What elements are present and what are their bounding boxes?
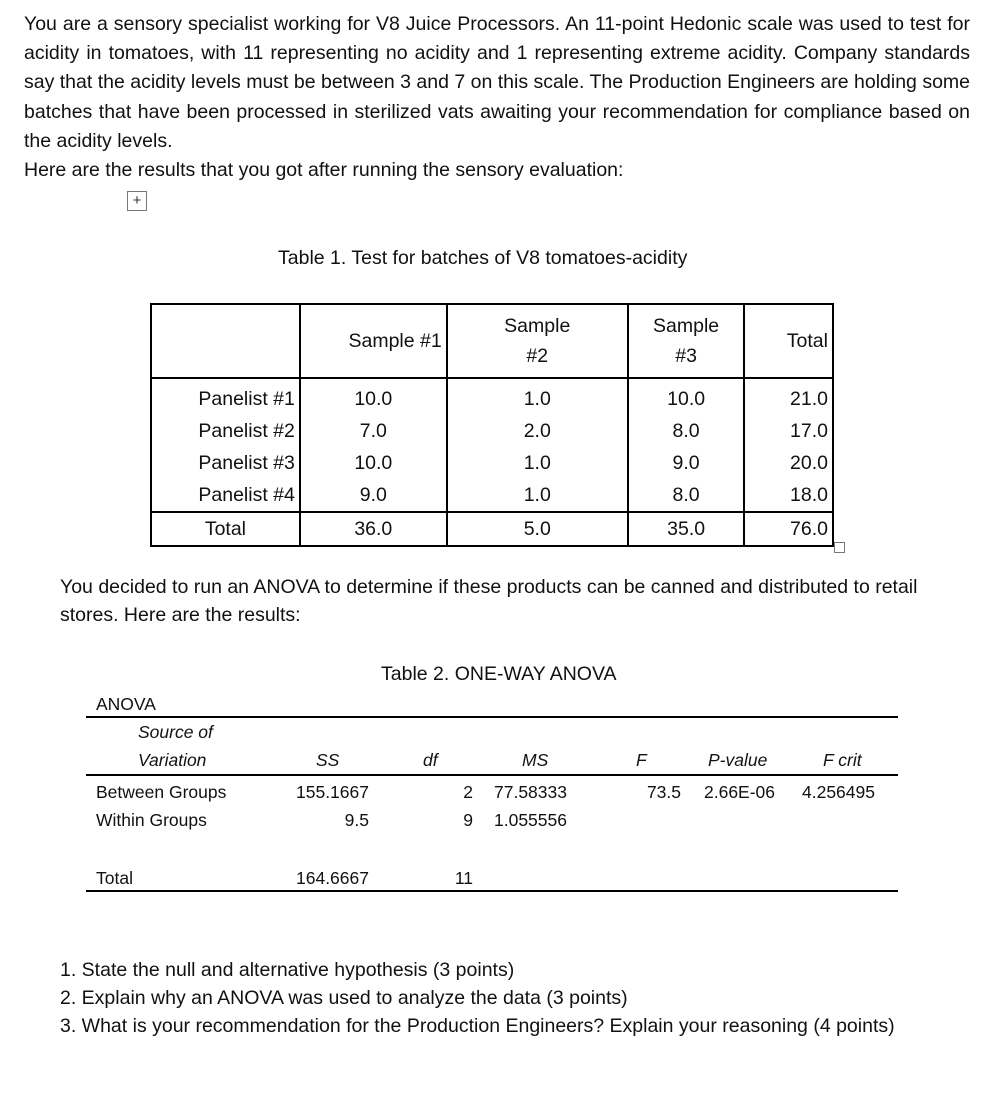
- between-ss: 155.1667: [296, 782, 369, 802]
- header-df: df: [423, 750, 438, 770]
- cell-sample-2: 1.0: [447, 378, 628, 415]
- cell-sample-1: 7.0: [300, 415, 447, 447]
- total-sample-3: 35.0: [628, 512, 745, 546]
- intro-paragraph: You are a sensory specialist working for V8 Juice Processors. An 11-point Hedonic scale was used to test for acidity in tomatoes, with 11 representing no acidity and 1 representing extreme acidity. Company standards say that the acidity levels must be between 3 and 7 on this scale. The Production Engineers are holding some batches that have been processed in sterilized vats awaiting your recommendation for compliance based on the acidity levels.: [24, 13, 970, 152]
- within-label: Within Groups: [96, 810, 207, 830]
- within-df: 9: [463, 810, 473, 830]
- cell-sample-3: 8.0: [628, 479, 745, 512]
- anova-bottom-rule: [86, 890, 898, 892]
- intro-text: [24, 10, 970, 185]
- row-label: Panelist #2: [151, 415, 300, 447]
- intro-lead-in: Here are the results that you got after running the sensory evaluation:: [24, 159, 624, 182]
- header-sample-2-line2: #2: [526, 345, 549, 367]
- within-ms: 1.055556: [494, 810, 567, 830]
- header-ms: MS: [522, 750, 549, 770]
- row-label: Panelist #3: [151, 447, 300, 479]
- header-sample-3: [628, 304, 745, 378]
- table-row: [151, 479, 833, 512]
- total-df: 11: [454, 868, 473, 888]
- table1-caption: Table 1. Test for batches of V8 tomatoes-acidity: [278, 247, 688, 269]
- total-label: Total: [96, 868, 133, 888]
- cell-sample-3: 8.0: [628, 415, 745, 447]
- header-sample-2: [447, 304, 628, 378]
- table-row: [151, 447, 833, 479]
- header-total: Total: [744, 304, 833, 378]
- cell-sample-3: 10.0: [628, 378, 745, 415]
- header-sample-3-line2: #3: [675, 345, 697, 367]
- table-total-row: [151, 512, 833, 546]
- question-3: 3. What is your recommendation for the Production Engineers? Explain your reasoning (4 points): [60, 1015, 895, 1037]
- between-p-value: 2.66E-06: [704, 782, 776, 802]
- header-sample-3-line1: Sample: [653, 315, 720, 337]
- total-sample-2: 5.0: [447, 512, 628, 546]
- header-empty-cell: [151, 304, 300, 378]
- cell-total: 17.0: [744, 415, 833, 447]
- question-2: 2. Explain why an ANOVA was used to analyze the data (3 points): [60, 987, 628, 1009]
- cell-sample-2: 2.0: [447, 415, 628, 447]
- anova-intro-text: You decided to run an ANOVA to determine if these products can be canned and distributed to retail stores. Here are the results:: [60, 576, 918, 626]
- cell-sample-2: 1.0: [447, 447, 628, 479]
- question-1: 1. State the null and alternative hypothesis (3 points): [60, 959, 515, 981]
- total-row-label: Total: [151, 512, 300, 546]
- total-sample-1: 36.0: [300, 512, 447, 546]
- header-ss: SS: [316, 750, 340, 770]
- row-label: Panelist #1: [151, 378, 300, 415]
- cell-sample-1: 9.0: [300, 479, 447, 512]
- table-header-row: [151, 304, 833, 378]
- between-ms: 77.58333: [494, 782, 567, 802]
- between-label: Between Groups: [96, 782, 227, 802]
- between-f: 73.5: [646, 782, 681, 802]
- between-f-crit: 4.256495: [802, 782, 875, 802]
- between-df: 2: [463, 782, 473, 802]
- four-arrow-move-icon[interactable]: +: [127, 191, 147, 211]
- cell-sample-3: 9.0: [628, 447, 745, 479]
- header-sample-2-line1: Sample: [504, 315, 571, 337]
- row-label: Panelist #4: [151, 479, 300, 512]
- total-ss: 164.6667: [296, 868, 369, 888]
- table-row: [151, 378, 833, 415]
- header-f-crit: F crit: [823, 750, 862, 770]
- table2-caption: Table 2. ONE-WAY ANOVA: [381, 663, 617, 685]
- cell-sample-2: 1.0: [447, 479, 628, 512]
- cell-total: 18.0: [744, 479, 833, 512]
- questions-list: [60, 956, 960, 1040]
- anova-header-rule: [86, 774, 898, 776]
- anova-table: [86, 694, 898, 894]
- cell-sample-1: 10.0: [300, 447, 447, 479]
- table-row: [151, 415, 833, 447]
- cell-sample-1: 10.0: [300, 378, 447, 415]
- header-sample-1: Sample #1: [300, 304, 447, 378]
- acidity-results-table: [150, 303, 834, 547]
- anova-top-rule: [86, 716, 898, 718]
- total-grand: 76.0: [744, 512, 833, 546]
- cell-total: 21.0: [744, 378, 833, 415]
- within-ss: 9.5: [344, 810, 369, 830]
- header-p-value: P-value: [708, 750, 768, 770]
- header-source-line2: Variation: [138, 750, 207, 770]
- anova-title: ANOVA: [96, 694, 156, 714]
- cell-total: 20.0: [744, 447, 833, 479]
- table-resize-handle-icon[interactable]: [834, 542, 845, 553]
- header-f: F: [636, 750, 647, 770]
- header-source-line1: Source of: [138, 722, 213, 742]
